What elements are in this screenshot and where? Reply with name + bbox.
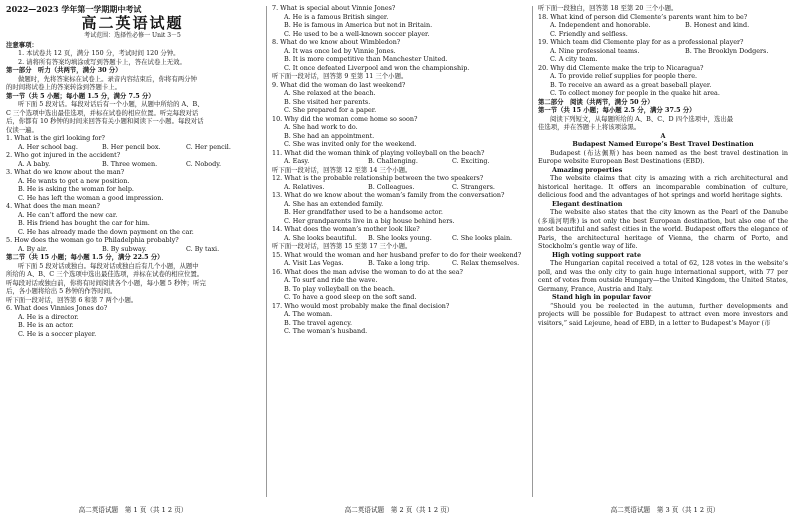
instruction-line: 佳选项，并在答题卡上将该项涂黑。: [538, 123, 641, 131]
option: B. Challenging.: [368, 157, 418, 165]
option: B. He is an actor.: [18, 321, 74, 329]
option: A. By air.: [18, 244, 48, 253]
group-instruction: 听下面一段对话，回答第 9 至第 11 三个小题。: [272, 72, 408, 80]
option: C. It once defeated Liverpool and won the championship.: [284, 63, 470, 72]
instruction-line: 后，你都有 10 秒钟的时间来回答有关小题和阅读下一小题。每段对话: [6, 117, 204, 125]
option: C. She prepared for a paper.: [284, 106, 377, 114]
instruction-line: 听每段对话或独白前，你将有时间阅读各个小题，每小题 5 秒钟；听完: [6, 278, 206, 287]
question-stem: 1. What is the girl looking for?: [6, 134, 105, 142]
instruction-line: 听下面 5 段对话。每段对话后有一个小题，从题中所给的 A、B、: [18, 100, 204, 108]
option: A. To surf and ride the wave.: [284, 276, 378, 284]
option-row: [272, 157, 526, 166]
option-row: [538, 21, 788, 30]
notes-heading: 注意事项：: [6, 40, 38, 49]
option: B. Her grandfather used to be a handsome actor.: [284, 208, 443, 216]
option: C. Her grandparents live in a big house behind hers.: [284, 216, 455, 225]
question-stem: 7. What is special about Vinnie Jones?: [272, 4, 396, 12]
option: A. She looks beautiful.: [284, 233, 357, 242]
instruction-line: 阅读下列短文，从每题所给的 A、B、C、D 四个选项中，选出最: [550, 114, 734, 123]
option: C. Nobody.: [186, 159, 221, 168]
option: C. He has left the woman a good impression.: [18, 193, 164, 202]
option: C. Strangers.: [452, 182, 495, 191]
question-stem: 16. What does the man advise the woman to do at the sea?: [272, 267, 463, 276]
option: A. A baby.: [18, 159, 51, 168]
page-3-column: [538, 4, 788, 501]
group-instruction: 听下面一段对话，回答第 12 至第 14 三个小题。: [272, 165, 412, 174]
section-heading: 第二节（共 15 小题；每小题 1.5 分，满分 22.5 分）: [6, 253, 164, 261]
subject-title: 高二英语试题: [81, 14, 184, 32]
passage-subheading: Elegant destination: [552, 199, 623, 208]
option: A. Independent and honorable.: [550, 21, 651, 29]
question-stem: 15. What would the woman and her husband prefer to do for their weekend?: [272, 250, 522, 259]
option: C. The woman’s husband.: [284, 327, 368, 335]
question-stem: 18. What kind of person did Clemente’s parents want him to be?: [538, 12, 748, 21]
instruction-line: 做题时，先将答案标在试卷上。录音内容结束后，你将有两分钟: [18, 74, 197, 83]
question-stem: 5. How does the woman go to Philadelphia probably?: [6, 236, 179, 244]
option: A. The woman.: [284, 310, 333, 318]
option: C. Her pencil.: [186, 142, 231, 151]
passage-subheading: High voting support rate: [552, 250, 642, 259]
instruction-line: 仅读一遍。: [6, 125, 38, 134]
question-stem: 4. What does the man mean?: [6, 202, 100, 210]
part-heading: 第一部分 听力（共两节，满分 30 分）: [6, 66, 122, 74]
option: B. Honest and kind.: [685, 21, 750, 29]
option: B. He is famous in America but not in Britain.: [284, 21, 433, 29]
column-divider: [266, 6, 267, 497]
option-row: [6, 160, 259, 169]
question-stem: 6. What does Vinnies Jones do?: [6, 304, 108, 312]
note-line: 2. 请将所有答案均填涂或写到答题卡上，答在试卷上无效。: [18, 57, 186, 66]
passage-paragraph: Budapest (布达佩斯) has been named as the best travel destination in Europe website European Best Destinations (EBD).: [538, 148, 788, 165]
option: A. He can’t afford the new car.: [18, 210, 118, 219]
option: C. He used to be a well-known soccer player.: [284, 29, 430, 38]
option: C. A city team.: [550, 55, 598, 63]
page-2-column: [272, 4, 526, 501]
option: A. He is a famous British singer.: [284, 12, 389, 21]
option: A. Easy.: [284, 157, 310, 165]
option: B. She had an appointment.: [284, 131, 375, 140]
page-footer: 高二英语试题 第 2 页（共 1 2 页）: [344, 505, 454, 514]
option: C. Relax themselves.: [452, 259, 520, 267]
question-stem: 11. What did the woman think of playing volleyball on the beach?: [272, 148, 485, 157]
column-divider: [532, 6, 533, 497]
instruction-line: 听下面 5 段对话或独白。每段对话或独白后有几个小题，从题中: [18, 261, 199, 270]
exam-title: 2022—2023 学年第一学期期中考试: [6, 4, 142, 14]
question-stem: 19. Which team did Clemente play for as a professional player?: [538, 38, 744, 46]
group-instruction: 听下面一段对话，回答第 15 至第 17 三个小题。: [272, 242, 412, 250]
question-stem: 3. What do we know about the man?: [6, 168, 125, 176]
option-row: [6, 143, 259, 152]
instruction-line: C 三个选项中选出最佳选项，并标在试卷的相应位置。听完每段对话: [6, 108, 199, 117]
passage-paragraph: The website also states that the city known as the Pearl of the Danube (多瑙河明珠) is not only the best European destination, but also one of the most beautiful and safest cities in the world. Budapest offers the elegance of Paris, the architectural heritage of Vienna, the charm of Porto, and Stockholm’s gentle way of life.: [538, 208, 788, 250]
question-stem: 20. Why did Clemente make the trip to Nicaragua?: [538, 63, 704, 72]
option: A. Her school bag.: [18, 142, 78, 151]
page-footer: 高二英语试题 第 3 页（共 1 2 页）: [610, 505, 720, 514]
option: C. To collect money for people in the quake hit area.: [550, 89, 720, 97]
group-instruction: 听下面一段独白，回答第 18 至第 20 三个小题。: [538, 4, 678, 12]
passage-subheading: Stand high in popular favor: [552, 293, 651, 301]
option-row: [538, 47, 788, 56]
passage-paragraph: The Hungarian capital received a total of 62, 128 votes in the website’s poll, and was the only city to gain huge international support, with 77 per cent of votes from outside Hungary—the United Kingdom, the United States, Germany, France, Austria and Italy.: [538, 259, 788, 293]
option: C. Friendly and selfless.: [550, 29, 628, 38]
note-line: 1. 本试卷共 12 页，满分 150 分，考试时间 120 分钟。: [18, 49, 180, 57]
option: C. To have a good sleep on the soft sand.: [284, 293, 417, 301]
passage-label: A: [660, 131, 666, 140]
option: B. By subway.: [102, 244, 147, 253]
option: C. By taxi.: [186, 244, 220, 253]
option: B. He is asking the woman for help.: [18, 185, 134, 193]
question-stem: 14. What does the woman’s mother look like?: [272, 225, 420, 233]
option: B. It is more competitive than Manchester United.: [284, 55, 448, 63]
option: B. His friend has bought the car for him.: [18, 219, 150, 227]
option: A. She had work to do.: [284, 123, 358, 131]
passage-title: Budapest Named Europe’s Best Travel Destination: [572, 140, 754, 148]
option: B. Colleagues.: [368, 182, 415, 191]
passage-subheading: Amazing properties: [552, 165, 623, 174]
option: A. He wants to get a new position.: [18, 176, 130, 185]
option: C. She was invited only for the weekend.: [284, 140, 417, 148]
option: C. He has already made the down payment on the car.: [18, 227, 194, 236]
option: B. The travel agency.: [284, 318, 353, 327]
option: B. Her pencil box.: [102, 142, 161, 151]
question-stem: 2. Who got injured in the accident?: [6, 151, 121, 159]
option: A. It was once led by Vinnie Jones.: [284, 46, 396, 55]
question-stem: 17. Who would most probably make the final decision?: [272, 301, 450, 310]
page-1-column: [6, 4, 259, 501]
option: B. Three women.: [102, 159, 158, 168]
option: B. She visited her parents.: [284, 97, 371, 106]
option-row: [272, 183, 526, 192]
option-row: [272, 259, 526, 268]
option: B. Take a long trip.: [368, 259, 430, 267]
part-heading: 第二部分 阅读（共两节，满分 50 分）: [538, 97, 654, 106]
passage-paragraph: “Should you be reelected in the autumn, further developments and projects will be possible for Budapest to attract even more investors and visitors,” said Lejeune, head of EBD, in a letter to Budapest’s Mayor (市: [538, 301, 788, 327]
option: A. He is a director.: [18, 312, 79, 321]
instruction-line: 后，各小题将给出 5 秒钟的作答时间。: [6, 287, 117, 295]
section-heading: 第一节（共 15 小题；每小题 2.5 分，满分 37.5 分）: [538, 106, 696, 114]
section-heading: 第一节（共 5 小题；每小题 1.5 分，满分 7.5 分）: [6, 91, 155, 100]
option: A. She has an extended family.: [284, 199, 384, 208]
question-stem: 12. What is the probable relationship between the two speakers?: [272, 174, 484, 182]
option: C. He is a soccer player.: [18, 329, 97, 338]
option: C. Exciting.: [452, 157, 490, 165]
instruction-line: 所给的 A、B、C 三个选项中选出最佳选项，并标在试卷的相应位置。: [6, 270, 204, 278]
option: A. To provide relief supplies for people there.: [550, 72, 698, 80]
question-stem: 8. What do we know about Wimbledon?: [272, 38, 401, 46]
option: B. The Brooklyn Dodgers.: [685, 46, 769, 55]
question-stem: 13. What do we know about the woman’s family from the conversation?: [272, 191, 505, 199]
option: C. She looks plain.: [452, 233, 513, 242]
option: A. Visit Las Vegas.: [284, 259, 344, 267]
question-stem: 10. Why did the woman come home so soon?: [272, 114, 418, 123]
option: B. To receive an award as a great baseball player.: [550, 80, 712, 89]
page-footer: 高二英语试题 第 1 页（共 1 2 页）: [78, 505, 188, 514]
group-instruction: 听下面一段对话，回答第 6 和第 7 两个小题。: [6, 295, 138, 304]
question-stem: 9. What did the woman do last weekend?: [272, 80, 406, 89]
option: A. She relaxed at the beach.: [284, 89, 376, 97]
exam-scope: 考试范围：选择性必修一 Unit 3－5: [84, 32, 181, 39]
option: B. To play volleyball on the beach.: [284, 284, 395, 293]
option-row: [6, 245, 259, 254]
option: A. Nine professional teams.: [550, 46, 640, 55]
option: B. She looks young.: [368, 233, 432, 242]
option-row: [272, 234, 526, 243]
passage-paragraph: The website claims that city is amazing with a rich architectural and historical heritage. It offers an incomparable combination of culture, delicious food and the advantages of hot springs and world heritage sights.: [538, 174, 788, 199]
instruction-line: 的时间将试卷上的答案转涂到答题卡上。: [6, 83, 122, 91]
option: A. Relatives.: [284, 182, 325, 191]
